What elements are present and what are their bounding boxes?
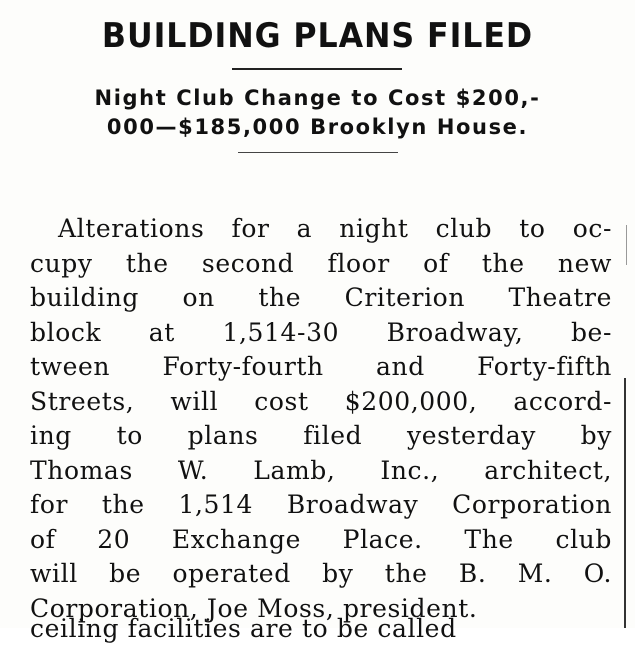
body-line: Thomas W. Lamb, Inc., architect, (30, 455, 612, 485)
body-line: cupy the second floor of the new (30, 248, 612, 278)
body-line: Streets, will cost $200,000, accord- (30, 386, 612, 416)
cutoff-line: ceiling facilities are to be called (30, 614, 457, 643)
body-line: for the 1,514 Broadway Corporation (30, 490, 612, 519)
column-edge-mark (626, 225, 627, 265)
body-line: Corporation, Joe Moss, president. (30, 593, 478, 623)
headline-rule (232, 68, 402, 70)
body-line: will be operated by the B. M. O. (30, 559, 612, 588)
subheadline-line: Night Club Change to Cost $200,- (94, 86, 541, 110)
subheadline-rule (238, 152, 398, 153)
body-line: tween Forty-fourth and Forty-fifth (30, 352, 612, 381)
body-line: block at 1,514-30 Broadway, be- (30, 317, 612, 347)
body-line: Alterations for a night club to oc- (58, 214, 612, 243)
column-rule (624, 378, 626, 628)
subheadline-line: 000—$185,000 Brooklyn House. (106, 115, 529, 139)
subheadline (0, 84, 635, 142)
body-line: ing to plans filed yesterday by (30, 421, 612, 450)
body-line: building on the Criterion Theatre (30, 283, 612, 312)
headline: BUILDING PLANS FILED (101, 16, 534, 56)
article-body (30, 212, 612, 626)
body-line: of 20 Exchange Place. The club (30, 524, 612, 554)
